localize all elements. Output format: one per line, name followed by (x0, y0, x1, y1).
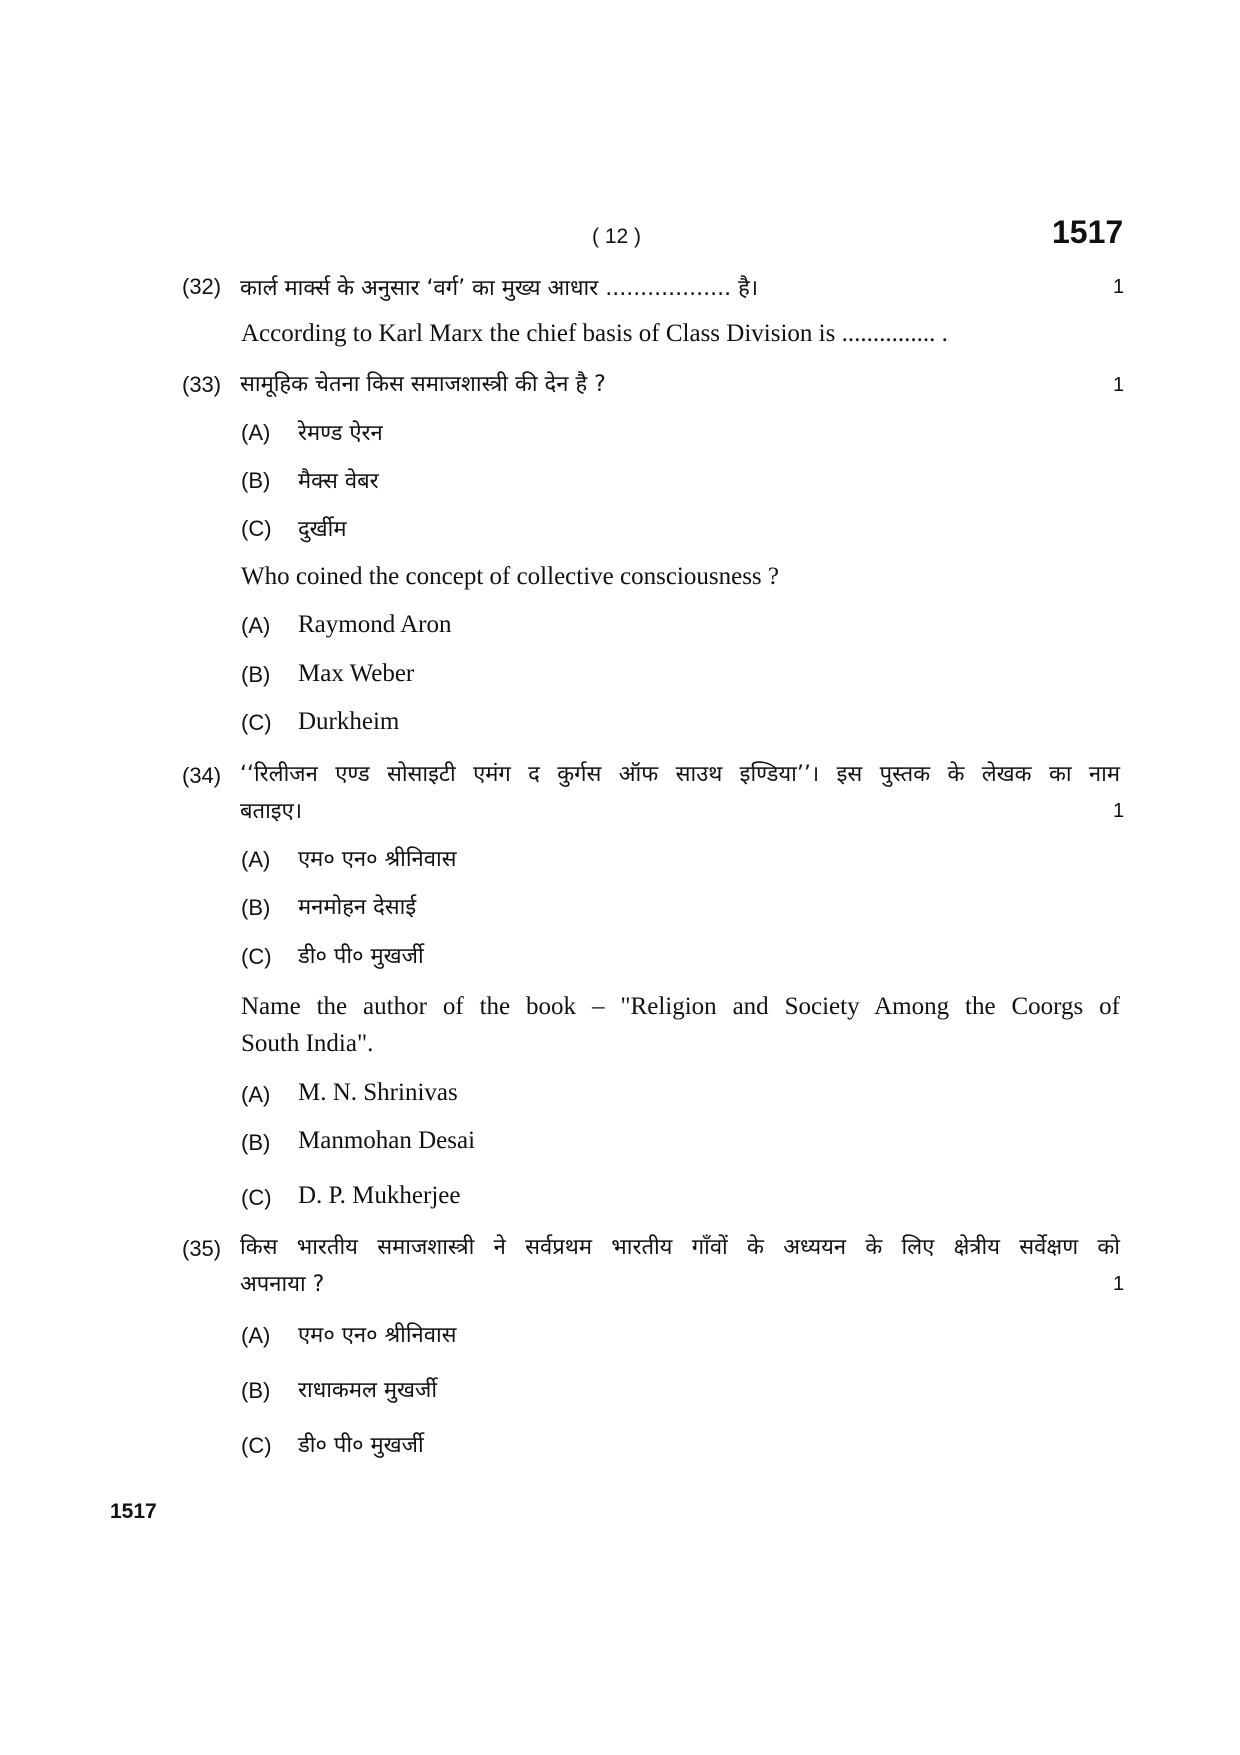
option-label: (B) (241, 1378, 271, 1403)
question-number-34: (34) (182, 763, 222, 788)
option-label: (B) (241, 662, 271, 687)
option-label: (A) (241, 1323, 271, 1348)
question-34-marks: 1 (1113, 800, 1125, 822)
question-32-marks: 1 (1113, 276, 1125, 298)
question-33-english: Who coined the concept of collective consciousness ? (241, 563, 780, 590)
page-number: ( 12 ) (592, 225, 642, 248)
question-32-hindi: कार्ल मार्क्स के अनुसार ‘वर्ग’ का मुख्य आधार .................. है। (240, 276, 759, 301)
option-text: Durkheim (298, 708, 400, 735)
question-number-35: (35) (182, 1236, 222, 1261)
option-label: (B) (241, 468, 271, 493)
option-text: डी० पी० मुखर्जी (298, 944, 424, 969)
option-text: M. N. Shrinivas (298, 1079, 458, 1106)
option-text: डी० पी० मुखर्जी (298, 1433, 424, 1458)
option-text: राधाकमल मुखर्जी (298, 1378, 438, 1403)
paper-code-header: 1517 (1052, 214, 1124, 250)
question-33-marks: 1 (1113, 374, 1125, 396)
option-label: (C) (241, 1433, 272, 1458)
question-35-marks: 1 (1113, 1273, 1125, 1295)
option-text: मैक्स वेबर (298, 469, 379, 494)
option-text: एम० एन० श्रीनिवास (298, 1323, 457, 1348)
option-text: Max Weber (298, 660, 415, 687)
option-text: एम० एन० श्रीनिवास (298, 847, 457, 872)
question-33-hindi: सामूहिक चेतना किस समाजशास्त्री की देन है ? (240, 372, 606, 397)
option-label: (C) (241, 944, 272, 969)
option-text: D. P. Mukherjee (298, 1182, 461, 1209)
question-35-hindi-line2: अपनाया ? (240, 1272, 325, 1297)
option-label: (A) (241, 1082, 271, 1107)
question-number-33: (33) (182, 372, 222, 397)
question-number-32: (32) (182, 274, 222, 299)
option-label: (C) (241, 710, 272, 735)
option-label: (C) (241, 1185, 272, 1210)
option-label: (A) (241, 847, 271, 872)
option-text: Manmohan Desai (298, 1127, 476, 1154)
option-text: रेमण्ड ऐरन (298, 421, 383, 446)
option-label: (B) (241, 895, 271, 920)
question-34-hindi-line2: बताइए। (240, 799, 303, 824)
option-label: (A) (241, 420, 271, 445)
option-text: Raymond Aron (298, 611, 452, 638)
option-text: दुर्खीम (298, 517, 347, 542)
question-34-english-line2: South India". (241, 1030, 374, 1057)
option-label: (B) (241, 1130, 271, 1155)
question-34-hindi-line1: ‘‘रिलीजन एण्ड सोसाइटी एमंग द कुर्गस ऑफ साउथ इण्डिया’’। इस पुस्तक के लेखक का नाम (240, 762, 1120, 787)
option-label: (A) (241, 613, 271, 638)
question-34-english-line1: Name the author of the book – "Religion and Society Among the Coorgs of (241, 993, 1120, 1020)
option-text: मनमोहन देसाई (298, 895, 417, 920)
option-label: (C) (241, 516, 272, 541)
question-32-english: According to Karl Marx the chief basis of Class Division is ............... . (241, 320, 948, 347)
paper-code-footer: 1517 (110, 1500, 157, 1523)
question-35-hindi-line1: किस भारतीय समाजशास्त्री ने सर्वप्रथम भारतीय गाँवों के अध्ययन के लिए क्षेत्रीय सर्वेक्षण को (240, 1235, 1120, 1260)
